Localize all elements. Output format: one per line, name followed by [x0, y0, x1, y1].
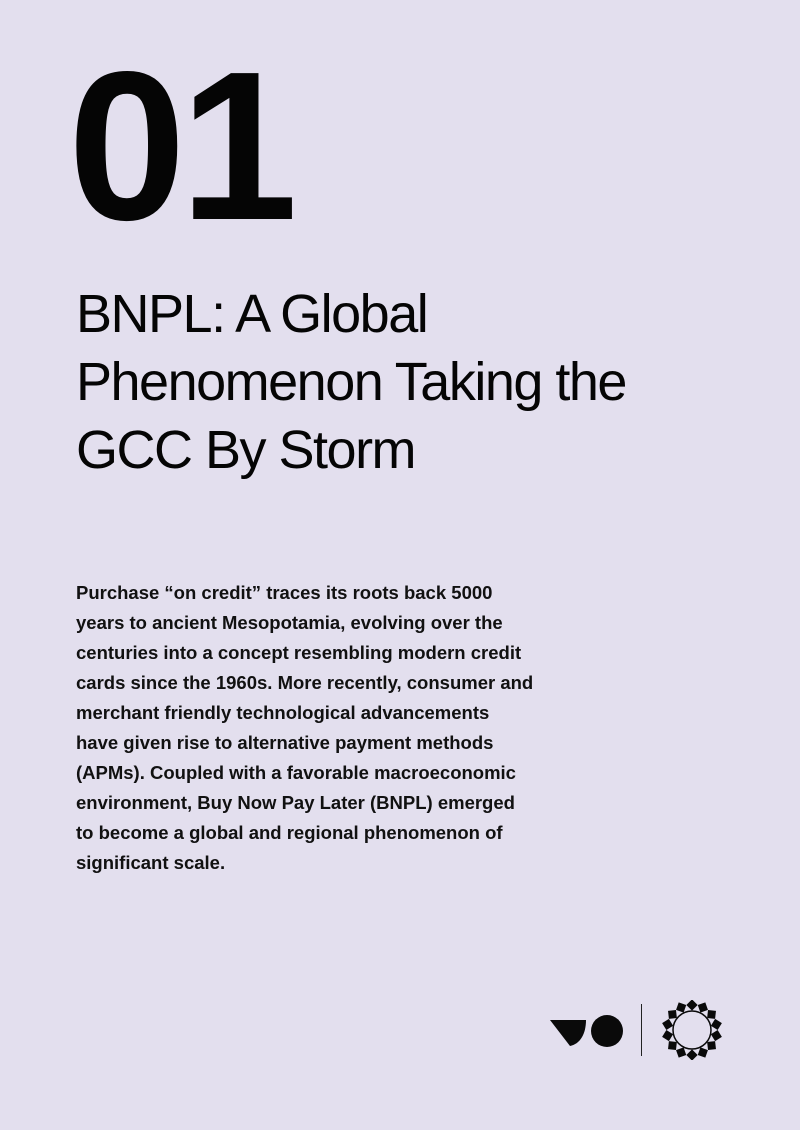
seal-segment: [711, 1019, 722, 1030]
seal-segment: [711, 1030, 722, 1041]
seal-segment: [698, 1002, 708, 1012]
seal-segment: [668, 1010, 677, 1019]
chapter-title: BNPL: A Global Phenomenon Taking the GCC By Storm: [76, 284, 626, 480]
seal-segment: [668, 1041, 677, 1050]
seal-segment: [698, 1047, 708, 1057]
intro-paragraph: Purchase “on credit” traces its roots back 5000 years to ancient Mesopotamia, evolving over the centuries into a concept resembling modern credit cards since the 1960s. More recently, consumer and merchant friendly technological advancements have given rise to alternative payment methods (APMs). Coupled with a favorable macroeconomic environment, Buy Now Pay Later (BNPL) emerged to become a global and regional phenomenon of significant scale.: [76, 582, 534, 873]
seal-segment: [662, 1030, 673, 1041]
logo-divider: [641, 1004, 642, 1056]
seal-segment: [686, 1049, 697, 1060]
sunburst-seal-icon: [660, 1000, 724, 1060]
chapter-number: 01: [68, 27, 292, 264]
seal-segment: [707, 1010, 716, 1019]
footer-logo: [548, 1000, 728, 1060]
seal-segment: [707, 1041, 716, 1050]
seal-segment: [662, 1019, 673, 1030]
seal-segment: [686, 1000, 697, 1011]
seal-segment: [676, 1002, 686, 1012]
seal-inner-circle: [673, 1011, 711, 1049]
brand-mark-icon: [548, 1010, 626, 1050]
seal-segment: [676, 1047, 686, 1057]
